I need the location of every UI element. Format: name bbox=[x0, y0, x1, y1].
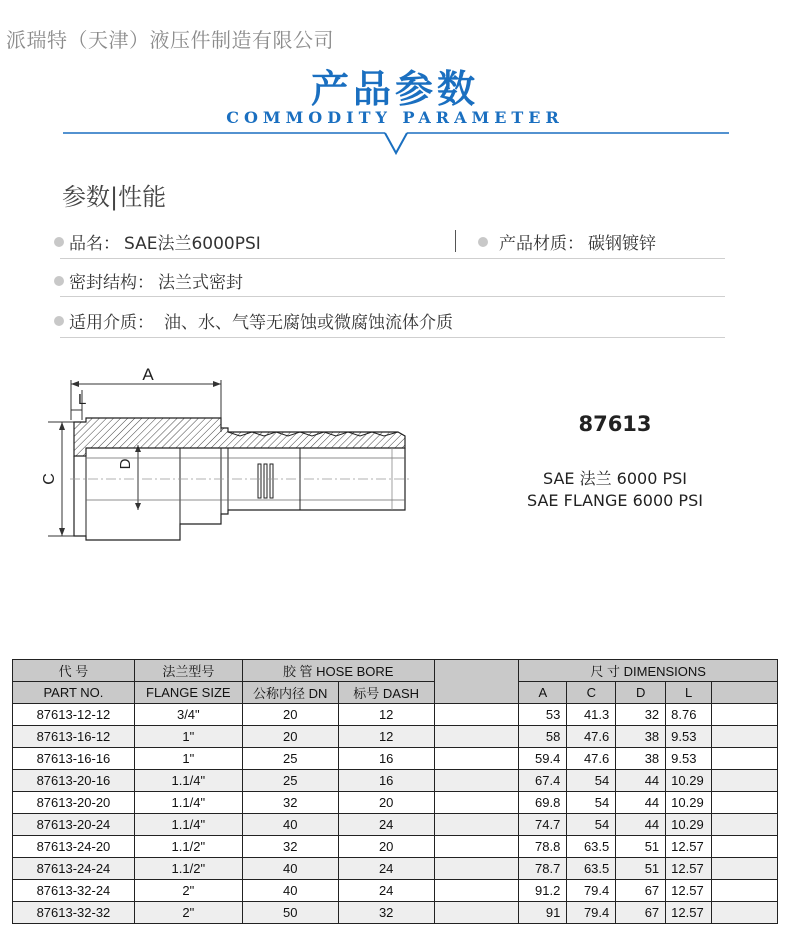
cell-l: 12.57 bbox=[666, 836, 712, 858]
cell-flange-size: 1.1/2" bbox=[134, 858, 242, 880]
cell-dn: 32 bbox=[242, 792, 338, 814]
cell-d: 67 bbox=[616, 902, 666, 924]
cell-blank bbox=[434, 902, 519, 924]
cell-d: 32 bbox=[616, 704, 666, 726]
cell-dash: 24 bbox=[338, 880, 434, 902]
header-code-en: PART NO. bbox=[13, 682, 135, 704]
cell-part-no: 87613-12-12 bbox=[13, 704, 135, 726]
cell-extra bbox=[712, 770, 778, 792]
cell-dash: 12 bbox=[338, 726, 434, 748]
header-blank bbox=[434, 660, 519, 704]
spec-product-name bbox=[54, 229, 261, 254]
cell-c: 79.4 bbox=[567, 880, 616, 902]
product-line-en: SAE FLANGE 6000 PSI bbox=[527, 491, 703, 510]
cell-d: 51 bbox=[616, 836, 666, 858]
cell-part-no: 87613-20-20 bbox=[13, 792, 135, 814]
cell-flange-size: 1.1/2" bbox=[134, 836, 242, 858]
cell-blank bbox=[434, 880, 519, 902]
header-d: D bbox=[616, 682, 666, 704]
cell-dn: 25 bbox=[242, 748, 338, 770]
cell-dash: 32 bbox=[338, 902, 434, 924]
header-flange-cn: 法兰型号 bbox=[134, 660, 242, 682]
dim-a-label: A bbox=[142, 365, 154, 384]
cell-flange-size: 1" bbox=[134, 748, 242, 770]
spec-divider bbox=[60, 337, 725, 338]
table-row bbox=[13, 792, 778, 814]
cell-a: 69.8 bbox=[519, 792, 567, 814]
section-heading: 参数|性能 bbox=[62, 183, 167, 211]
cell-flange-size: 1" bbox=[134, 726, 242, 748]
cell-dn: 40 bbox=[242, 880, 338, 902]
bullet-icon bbox=[478, 237, 488, 247]
table-row bbox=[13, 770, 778, 792]
spec-seal bbox=[54, 268, 243, 293]
cell-l: 10.29 bbox=[666, 814, 712, 836]
cell-a: 91 bbox=[519, 902, 567, 924]
spec-label: 产品材质： bbox=[499, 234, 584, 254]
cell-flange-size: 1.1/4" bbox=[134, 814, 242, 836]
cell-c: 63.5 bbox=[567, 836, 616, 858]
part-number: 87613 bbox=[578, 412, 652, 436]
cell-dn: 32 bbox=[242, 836, 338, 858]
cell-a: 74.7 bbox=[519, 814, 567, 836]
cell-a: 78.7 bbox=[519, 858, 567, 880]
cell-flange-size: 2" bbox=[134, 880, 242, 902]
spec-separator bbox=[455, 230, 456, 252]
header-dash: 标号 DASH bbox=[338, 682, 434, 704]
cell-part-no: 87613-24-20 bbox=[13, 836, 135, 858]
cell-part-no: 87613-24-24 bbox=[13, 858, 135, 880]
table-row bbox=[13, 726, 778, 748]
cell-dn: 25 bbox=[242, 770, 338, 792]
spec-label: 密封结构： bbox=[69, 273, 154, 293]
dim-c-label: C bbox=[41, 473, 58, 485]
table-row bbox=[13, 858, 778, 880]
cell-part-no: 87613-32-24 bbox=[13, 880, 135, 902]
bullet-icon bbox=[54, 276, 64, 286]
cell-dash: 24 bbox=[338, 858, 434, 880]
header-code-cn: 代 号 bbox=[13, 660, 135, 682]
cell-a: 67.4 bbox=[519, 770, 567, 792]
title-divider bbox=[63, 131, 729, 157]
header-l: L bbox=[666, 682, 712, 704]
dim-d-label: D bbox=[117, 458, 134, 470]
cell-blank bbox=[434, 726, 519, 748]
cell-c: 41.3 bbox=[567, 704, 616, 726]
cell-dn: 20 bbox=[242, 704, 338, 726]
cell-extra bbox=[712, 814, 778, 836]
spec-divider bbox=[60, 258, 725, 259]
bullet-icon bbox=[54, 316, 64, 326]
cell-blank bbox=[434, 792, 519, 814]
header-dimensions: 尺 寸 DIMENSIONS bbox=[519, 660, 778, 682]
cell-flange-size: 1.1/4" bbox=[134, 770, 242, 792]
header-dn: 公称内径 DN bbox=[242, 682, 338, 704]
cell-d: 38 bbox=[616, 726, 666, 748]
cell-a: 78.8 bbox=[519, 836, 567, 858]
cell-part-no: 87613-20-24 bbox=[13, 814, 135, 836]
cell-c: 54 bbox=[567, 814, 616, 836]
cell-c: 47.6 bbox=[567, 726, 616, 748]
cell-dn: 50 bbox=[242, 902, 338, 924]
cell-blank bbox=[434, 814, 519, 836]
table-header-row bbox=[13, 682, 778, 704]
cell-extra bbox=[712, 704, 778, 726]
product-line-cn: SAE 法兰 6000 PSI bbox=[542, 469, 687, 488]
cell-l: 12.57 bbox=[666, 858, 712, 880]
cell-part-no: 87613-16-16 bbox=[13, 748, 135, 770]
header-c: C bbox=[567, 682, 616, 704]
table-header-row bbox=[13, 660, 778, 682]
cell-l: 8.76 bbox=[666, 704, 712, 726]
cell-flange-size: 3/4" bbox=[134, 704, 242, 726]
cell-blank bbox=[434, 858, 519, 880]
cell-l: 12.57 bbox=[666, 880, 712, 902]
cell-c: 79.4 bbox=[567, 902, 616, 924]
cell-dash: 20 bbox=[338, 792, 434, 814]
cell-c: 63.5 bbox=[567, 858, 616, 880]
cell-dash: 24 bbox=[338, 814, 434, 836]
cell-d: 44 bbox=[616, 770, 666, 792]
page-subtitle: COMMODITY PARAMETER bbox=[226, 108, 564, 127]
cell-l: 9.53 bbox=[666, 748, 712, 770]
cell-blank bbox=[434, 748, 519, 770]
cell-l: 10.29 bbox=[666, 770, 712, 792]
cell-c: 47.6 bbox=[567, 748, 616, 770]
spec-divider bbox=[60, 296, 725, 297]
spec-value: 油、水、气等无腐蚀或微腐蚀流体介质 bbox=[164, 313, 453, 333]
cell-dash: 12 bbox=[338, 704, 434, 726]
cell-blank bbox=[434, 704, 519, 726]
cell-part-no: 87613-16-12 bbox=[13, 726, 135, 748]
cell-extra bbox=[712, 836, 778, 858]
cell-flange-size: 1.1/4" bbox=[134, 792, 242, 814]
header-hose-bore: 胶 管 HOSE BORE bbox=[242, 660, 434, 682]
table-row bbox=[13, 704, 778, 726]
cell-a: 53 bbox=[519, 704, 567, 726]
spec-media bbox=[54, 308, 453, 333]
fitting-drawing bbox=[30, 360, 430, 550]
cell-extra bbox=[712, 880, 778, 902]
cell-extra bbox=[712, 726, 778, 748]
cell-d: 67 bbox=[616, 880, 666, 902]
header-flange-en: FLANGE SIZE bbox=[134, 682, 242, 704]
cell-d: 44 bbox=[616, 792, 666, 814]
cell-blank bbox=[434, 770, 519, 792]
table-row bbox=[13, 836, 778, 858]
table-row bbox=[13, 748, 778, 770]
cell-a: 91.2 bbox=[519, 880, 567, 902]
cell-dn: 20 bbox=[242, 726, 338, 748]
cell-l: 12.57 bbox=[666, 902, 712, 924]
cell-dn: 40 bbox=[242, 814, 338, 836]
table-row bbox=[13, 814, 778, 836]
cell-l: 10.29 bbox=[666, 792, 712, 814]
cell-a: 58 bbox=[519, 726, 567, 748]
cell-l: 9.53 bbox=[666, 726, 712, 748]
spec-value: 碳钢镀锌 bbox=[588, 234, 656, 254]
cell-d: 44 bbox=[616, 814, 666, 836]
header-a: A bbox=[519, 682, 567, 704]
cell-dash: 16 bbox=[338, 770, 434, 792]
cell-c: 54 bbox=[567, 770, 616, 792]
cell-dash: 16 bbox=[338, 748, 434, 770]
bullet-icon bbox=[54, 237, 64, 247]
cell-dn: 40 bbox=[242, 858, 338, 880]
cell-extra bbox=[712, 902, 778, 924]
dimensions-table bbox=[12, 659, 778, 924]
cell-extra bbox=[712, 748, 778, 770]
header-extra bbox=[712, 682, 778, 704]
cell-c: 54 bbox=[567, 792, 616, 814]
cell-dash: 20 bbox=[338, 836, 434, 858]
cell-a: 59.4 bbox=[519, 748, 567, 770]
spec-material bbox=[478, 229, 656, 254]
cell-d: 51 bbox=[616, 858, 666, 880]
spec-value: SAE法兰6000PSI bbox=[124, 234, 261, 254]
cell-flange-size: 2" bbox=[134, 902, 242, 924]
cell-part-no: 87613-20-16 bbox=[13, 770, 135, 792]
company-name: 派瑞特（天津）液压件制造有限公司 bbox=[6, 28, 334, 52]
cell-d: 38 bbox=[616, 748, 666, 770]
cell-blank bbox=[434, 836, 519, 858]
cell-extra bbox=[712, 792, 778, 814]
table-row bbox=[13, 902, 778, 924]
page-title: 产品参数 bbox=[310, 67, 479, 111]
spec-value: 法兰式密封 bbox=[158, 273, 243, 293]
dim-l-label: L bbox=[78, 391, 87, 408]
table-row bbox=[13, 880, 778, 902]
cell-part-no: 87613-32-32 bbox=[13, 902, 135, 924]
cell-extra bbox=[712, 858, 778, 880]
spec-label: 适用介质： bbox=[69, 313, 154, 333]
spec-label: 品名： bbox=[69, 234, 120, 254]
